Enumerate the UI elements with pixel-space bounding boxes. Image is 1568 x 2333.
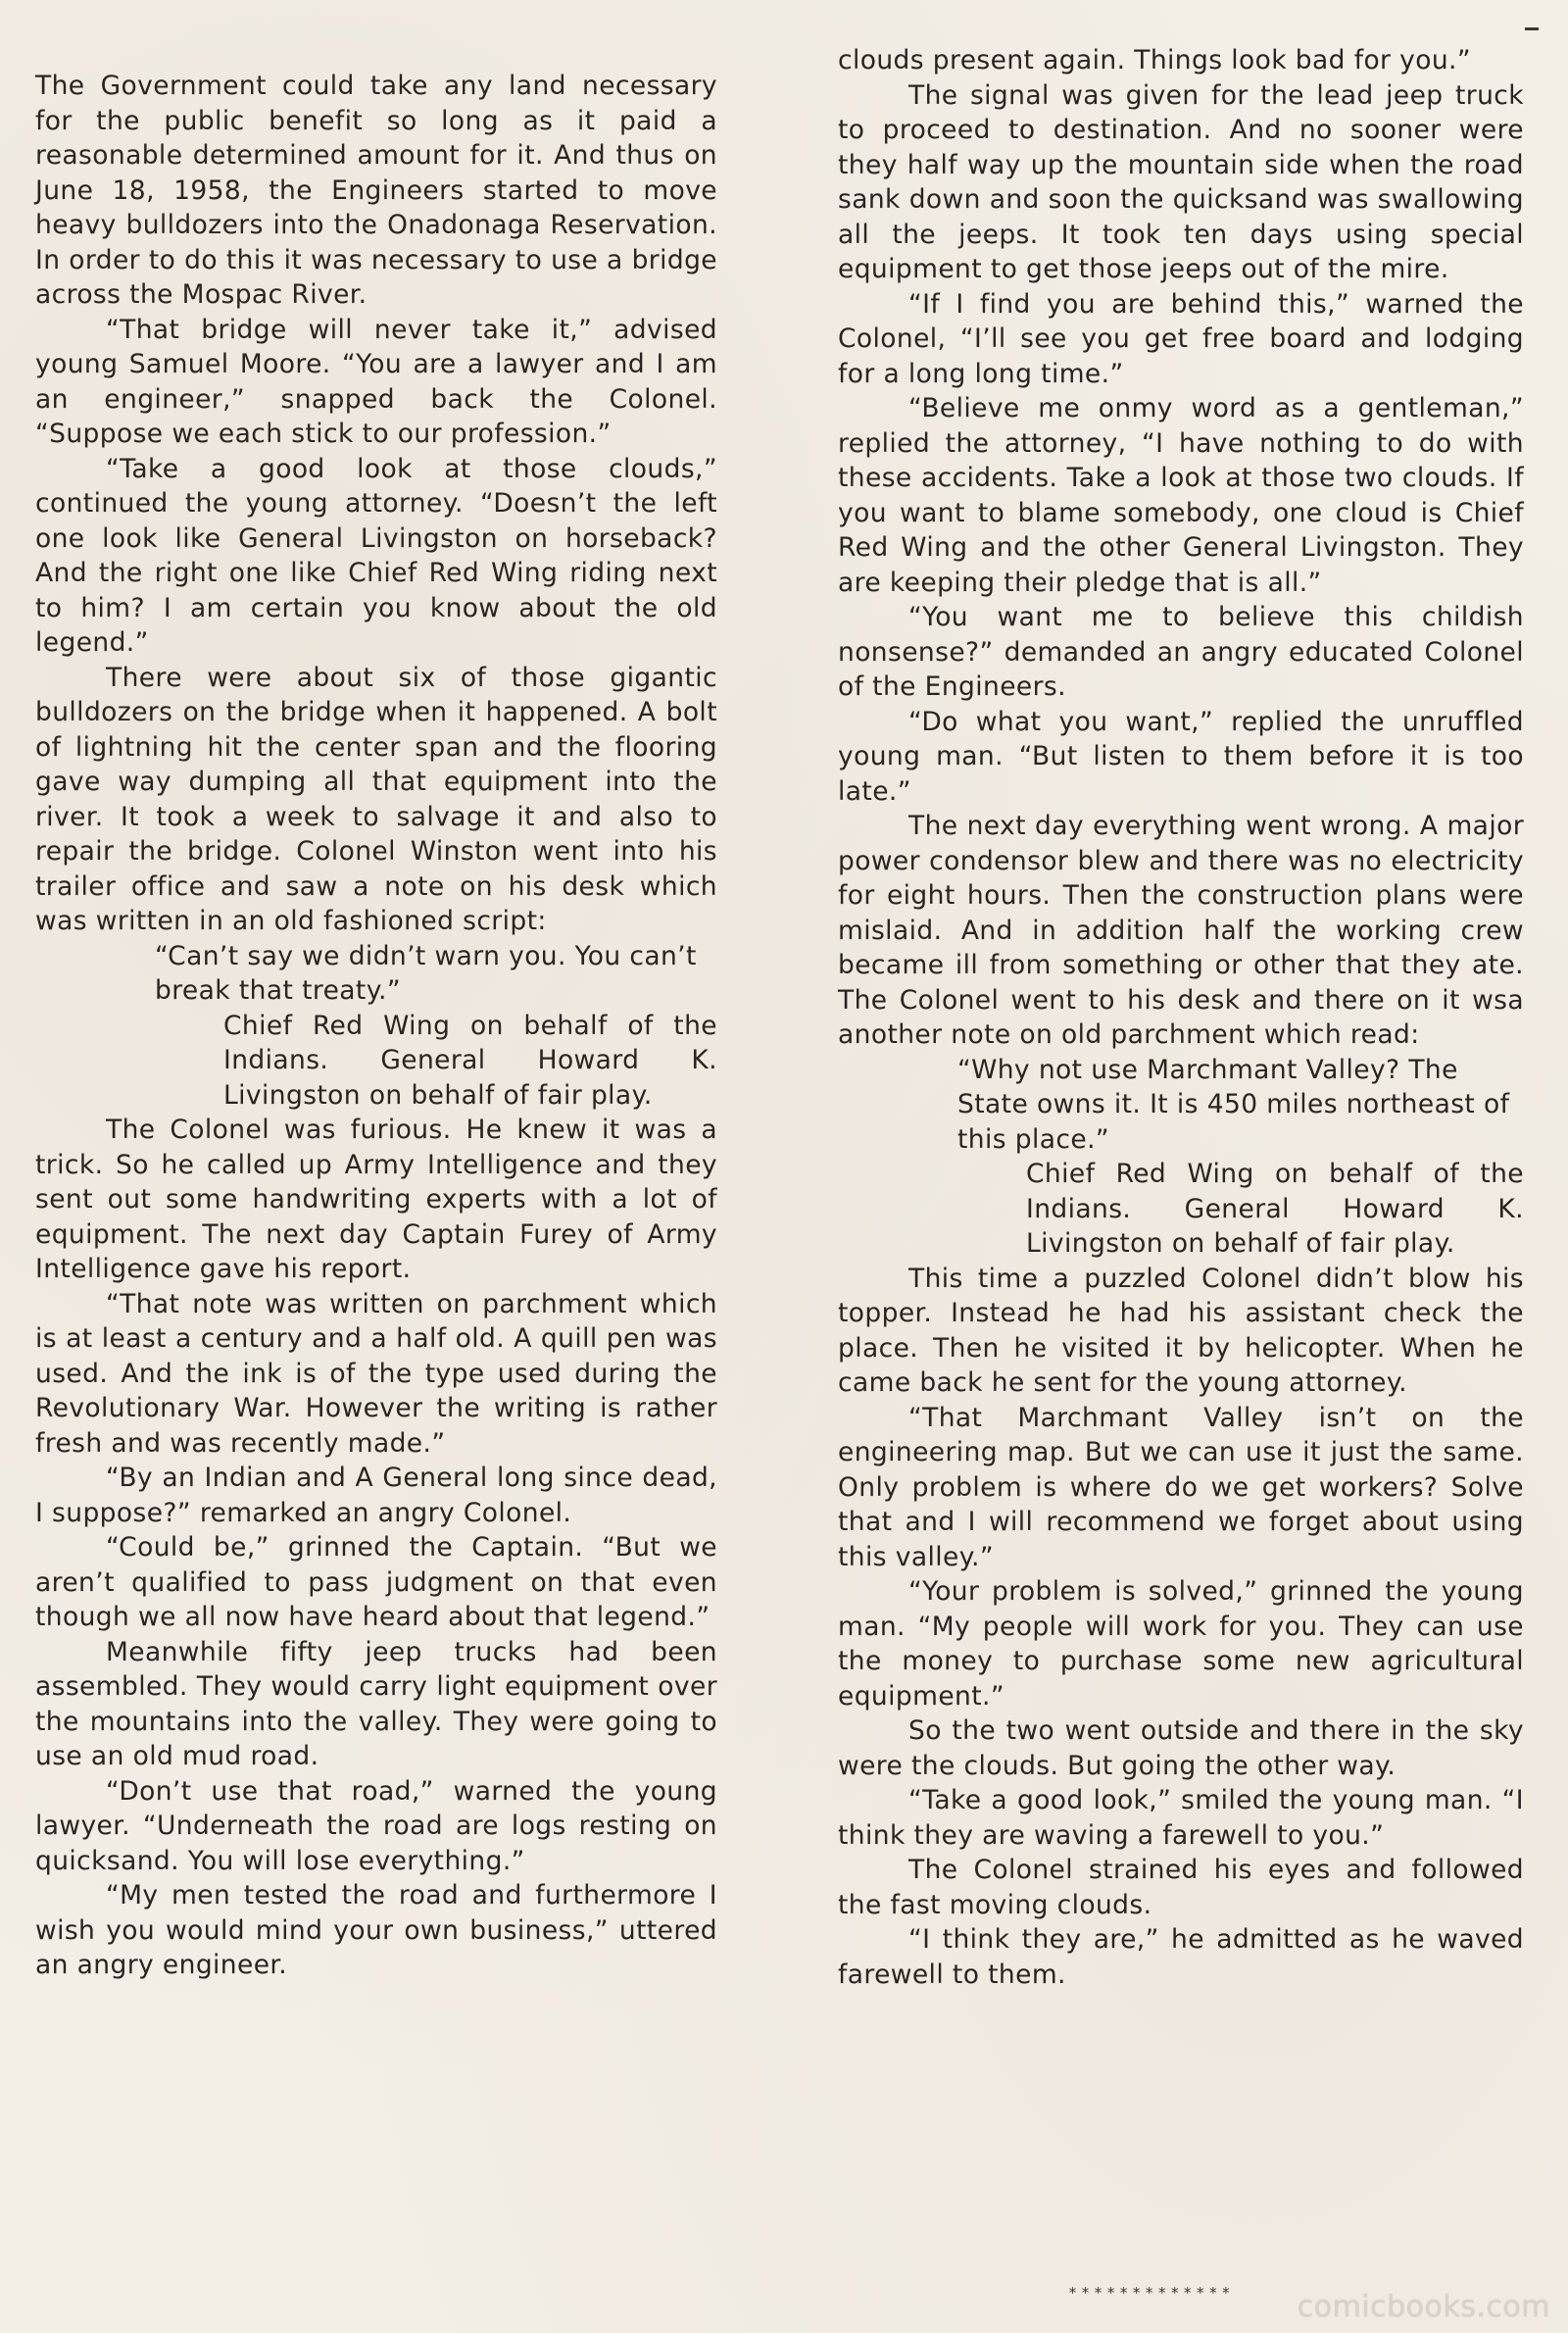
paragraph: “That Marchmant Valley isn’t on the engineering map. But we can use it just the same. Only problem is where do we get workers? Solve that and I will recommend we forget about using this valley.”	[838, 1402, 1524, 1572]
paragraph: The Colonel was furious. He knew it was a trick. So he called up Army Intelligence and they sent out some handwriting experts with a lot of equipment. The next day Captain Furey of Army Intelligence gave his report.	[35, 1115, 717, 1284]
paragraph: So the two went outside and there in the sky were the clouds. But going the other way.	[838, 1715, 1524, 1781]
paragraph: “You want me to believe this childish nonsense?” demanded an angry educated Colonel of the Engineers.	[838, 602, 1524, 702]
paragraph: “Don’t use that road,” warned the young lawyer. “Underneath the road are logs resting on quicksand. You will lose everything.”	[35, 1775, 717, 1876]
paragraph: “Take a good look,” smiled the young man. “I think they are waving a farewell to you.”	[838, 1785, 1524, 1851]
corner-mark	[1525, 27, 1539, 30]
paragraph: “I think they are,” he admitted as he waved farewell to them.	[838, 1924, 1524, 1990]
right-column	[838, 43, 1524, 1992]
paragraph: Meanwhile fifty jeep trucks had been assembled. They would carry light equipment over the mountains into the valley. They were going to use an old mud road.	[35, 1636, 717, 1771]
paragraph: This time a puzzled Colonel didn’t blow his topper. Instead he had his assistant check the place. Then he visited it by helicopter. When he came back he sent for the young attorney.	[838, 1263, 1524, 1398]
paragraph: The Colonel strained his eyes and followed the fast moving clouds.	[838, 1855, 1524, 1920]
paragraph: “Believe me onmy word as a gentleman,” replied the attorney, “I have nothing to do with these accidents. Take a look at those two clouds. If you want to blame somebody, one cloud is Chief Red Wing and the other General Livingston. They are keeping their pledge that is all.”	[838, 393, 1524, 598]
paragraph: “Take a good look at those clouds,” continued the young attorney. “Doesn’t the left one look like General Livingston on horseback? And the right one like Chief Red Wing riding next to him? I am certain you know about the old legend.”	[35, 453, 717, 658]
paragraph: “My men tested the road and furthermore I wish you would mind your own business,” uttered an angry engineer.	[35, 1880, 717, 1980]
note-signature: Chief Red Wing on behalf of the Indians. General Howard K. Livingston on behalf of fair play.	[223, 1010, 717, 1111]
paragraph: clouds present again. Things look bad for you.”	[838, 45, 1472, 75]
paragraph: “Do what you want,” replied the unruffled young man. “But listen to them before it is too late.”	[838, 706, 1524, 807]
paragraph: “Your problem is solved,” grinned the young man. “My people will work for you. They can use the money to purchase some new agricultural equipment.”	[838, 1576, 1524, 1712]
paragraph: “That bridge will never take it,” advised young Samuel Moore. “You are a lawyer and I am an engineer,” snapped back the Colonel. “Suppose we each stick to our profession.”	[35, 314, 717, 449]
paragraph: “If I find you are behind this,” warned the Colonel, “I’ll see you get free board and lodging for a long long time.”	[838, 288, 1524, 389]
left-column	[35, 69, 717, 1983]
paragraph: There were about six of those gigantic bulldozers on the bridge when it happened. A bolt of lightning hit the center span and the flooring gave way dumping all that equipment into the river. It took a week to salvage it and also to repair the bridge. Colonel Winston went into his trailer office and saw a note on his desk which was written in an old fashioned script:	[35, 662, 717, 936]
site-watermark: comicbooks.com	[1297, 2290, 1550, 2324]
note-quote: “Can’t say we didn’t warn you. You can’t break that treaty.”	[155, 940, 697, 1006]
paragraph: The signal was given for the lead jeep truck to proceed to destination. And no sooner were they half way up the mountain side when the road sank down and soon the quicksand was swallowing all the jeeps. It took ten days using special equipment to get those jeeps out of the mire.	[838, 79, 1524, 284]
end-stars-divider: *************	[1068, 2284, 1235, 2302]
paragraph: “That note was written on parchment which is at least a century and a half old. A quill pen was used. And the ink is of the type used during the Revolutionary War. However the writing is rather fresh and was recently made.”	[35, 1288, 717, 1459]
paragraph: “Could be,” grinned the Captain. “But we aren’t qualified to pass judgment on that even though we all now have heard about that legend.”	[35, 1532, 717, 1632]
paragraph: The next day everything went wrong. A major power condensor blew and there was no electricity for eight hours. Then the construction plans were mislaid. And in addition half the working crew became ill from something or other that they ate. The Colonel went to his desk and there on it wsa another note on old parchment which read:	[838, 811, 1524, 1050]
note-quote: “Why not use Marchmant Valley? The State owns it. It is 450 miles northeast of this place.”	[957, 1054, 1510, 1155]
paragraph: “By an Indian and A General long since dead, I suppose?” remarked an angry Colonel.	[35, 1463, 717, 1528]
paragraph: The Government could take any land necessary for the public benefit so long as it paid a reasonable determined amount for it. And thus on June 18, 1958, the Engineers started to move heavy bulldozers into the Onadonaga Reservation. In order to do this it was necessary to use a bridge across the Mospac River.	[35, 71, 717, 310]
note-signature: Chief Red Wing on behalf of the Indians. General Howard K. Livingston on behalf of fair play.	[1026, 1159, 1524, 1259]
